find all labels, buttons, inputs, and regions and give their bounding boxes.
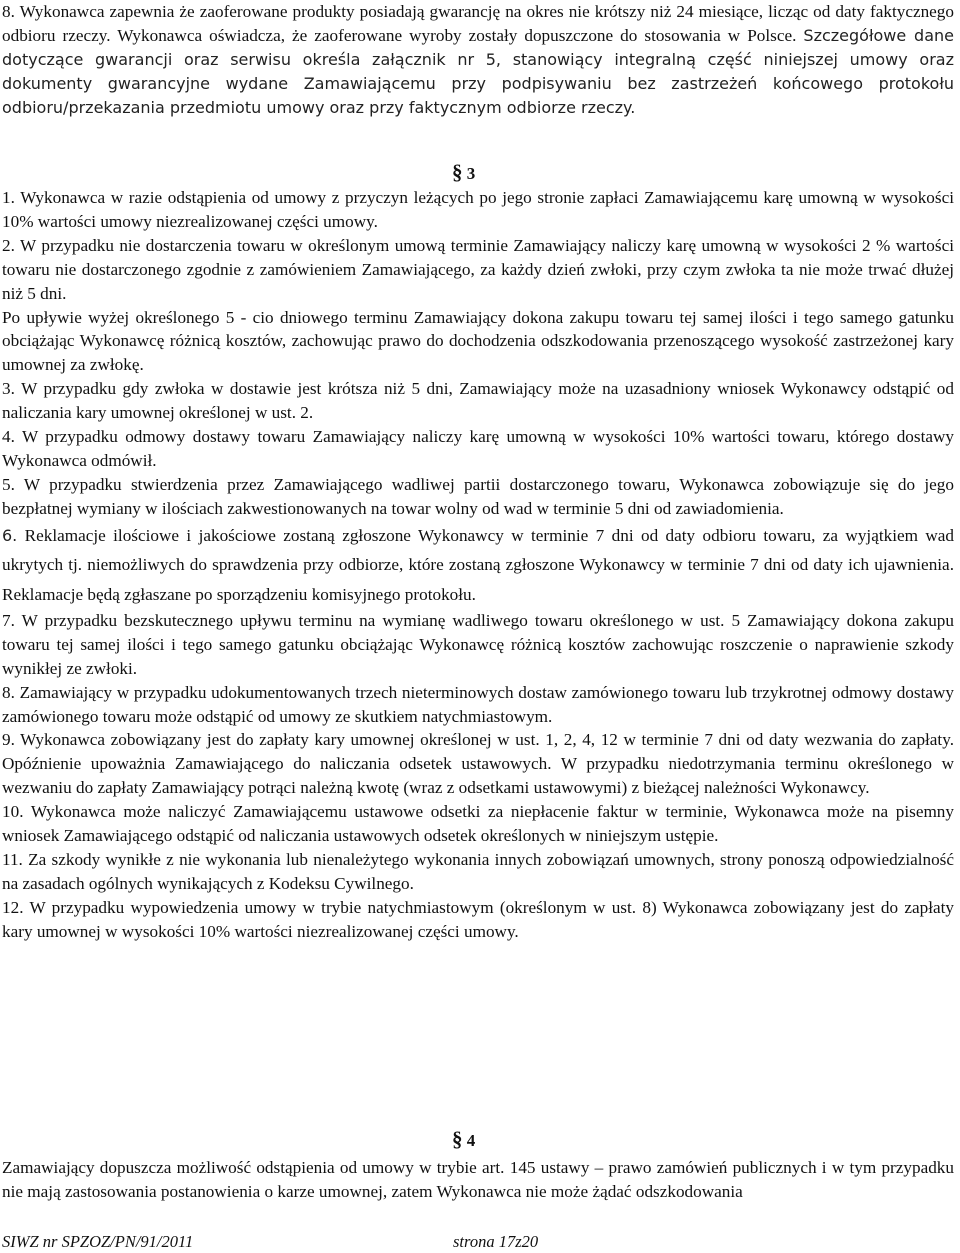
section-3-heading [452,161,475,186]
clause-3-6 [2,521,954,609]
page-number: strona 17z20 [453,1232,539,1251]
clause-3-11: 11. Za szkody wynikłe z nie wykonania lub nienależytego wykonania innych zobowiązań umownych, strony ponoszą odpowiedzialność na zasadach ogólnych wynikających z Kodeksu Cywilnego. [2,849,954,893]
paragraph-8-part-a: 8. Wykonawca zapewnia że zaoferowane produkty posiadają gwarancję na okres nie krótszy niż 24 miesiące, licząc od daty faktycznego odbioru rzeczy. Wykonawca oświadcza, że zaoferowane wyroby zostały dopuszczone do stosowania w Polsce. [2,2,954,45]
paragraph-8-part-b: Szczegółowe dane dotyczące gwarancji oraz serwisu określa załącznik nr 5, stanowiący integralną część niniejszej umowy oraz dokumenty gwarancyjne wydane Zamawiającemu przy podpisywaniu bez zastrzeżeń końcowego protokołu odbioru/przekazania przedmiotu umowy oraz przy faktycznym odbiorze rzeczy. [2,25,954,117]
clause-3-2: 2. W przypadku nie dostarczenia towaru w określonym umową terminie Zamawiający naliczy karę umowną w wysokości 2 % wartości towaru nie dostarczonego zgodnie z zamówieniem Zamawiającego, za każdy dzień zwłoki, przy czym zwłoka ta nie może trwać dłużej niż 5 dni. [2,235,954,303]
section-number: 3 [466,164,476,183]
clause-3-5: 5. W przypadku stwierdzenia przez Zamawiającego wadliwej partii dostarczonego towaru, Wykonawca zobowiązuje się do jego bezpłatnej wymiany w ilościach zakwestionowanych na towar wolny od wad w terminie 5 dni od zawiadomienia. [2,474,954,518]
document-reference: SIWZ nr SPZOZ/PN/91/2011 [2,1232,194,1251]
clause-3-12: 12. W przypadku wypowiedzenia umowy w trybie natychmiastowym (określonym w ust. 8) Wykonawca zobowiązany jest do zapłaty kary umownej w wysokości 10% wartości niezrealizowanej części umowy. [2,897,954,941]
clause-3-8: 8. Zamawiający w przypadku udokumentowanych trzech nieterminowych dostaw zamówionego towaru lub trzykrotnej odmowy dostawy zamówionego towaru może odstąpić od umowy ze skutkiem natychmiastowym. [2,682,954,726]
clause-3-4: 4. W przypadku odmowy dostawy towaru Zamawiający naliczy karę umowną w wysokości 10% wartości towaru, którego dostawy Wykonawca odmówił. [2,427,954,470]
section-4-body [2,1156,954,1204]
clause-3-7: 7. W przypadku bezskutecznego upływu terminu na wymianę wadliwego towaru określonego w ust. 5 Zamawiający dokona zakupu towaru tej samej ilości i tego samego gatunku obciążając Wykonawcę różnicą kosztów zachowując roszczenie o naprawienie szkody wynikłej ze zwłoki. [2,610,954,678]
clause-4-1: Zamawiający dopuszcza możliwość odstąpienia od umowy w trybie art. 145 ustawy – prawo zamówień publicznych i w tym przypadku nie mają zastosowania postanowienia o karze umownej, zatem Wykonawca nie może żądać odszkodowania [2,1158,954,1201]
section-number: 4 [466,1131,476,1150]
clause-3-6-text: Reklamacje ilościowe i jakościowe zostaną zgłoszone Wykonawcy w terminie 7 dni od daty odbioru towaru, za wyjątkiem wad ukrytych tj. niemożliwych do sprawdzenia przy odbiorze, które zostaną zgłoszone Wykonawcy w terminie 7 dni od daty ich ujawnienia. Reklamacje będą zgłaszane po sporządzeniu komisyjnego protokołu. [2,525,954,604]
section-3-body [2,186,954,944]
section-symbol: § [452,160,463,184]
clause-3-6-number: 6. [2,525,18,545]
paragraph-8 [2,0,954,120]
clause-3-2-continued: Po upływie wyżej określonego 5 - cio dniowego terminu Zamawiający dokona zakupu towaru tej samej ilości i tego samego gatunku obciążając Wykonawcę różnicą kosztów, zachowując prawo do dochodzenia odszkodowania przenoszącego wysokość zastrzeżonej kary umownej za zwłokę. [2,307,954,375]
section-4-heading [452,1128,475,1153]
clause-3-1: 1. Wykonawca w razie odstąpienia od umowy z przyczyn leżących po jego stronie zapłaci Zamawiającemu karę umowną w wysokości 10% wartości umowy niezrealizowanej części umowy. [2,188,954,231]
section-symbol: § [452,1127,463,1151]
clause-3-3: 3. W przypadku gdy zwłoka w dostawie jest krótsza niż 5 dni, Zamawiający może na uzasadniony wniosek Wykonawcy odstąpić od naliczania kary umownej określonej w ust. 2. [2,379,954,423]
clause-3-9: 9. Wykonawca zobowiązany jest do zapłaty kary umownej określonej w ust. 1, 2, 4, 12 w terminie 7 dni od daty wezwania do zapłaty. Opóźnienie upoważnia Zamawiającego do naliczania odsetek ustawowych. W przypadku niedotrzymania terminu określonego w wezwaniu do zapłaty Zamawiający potrąci należną kwotę (wraz z odsetkami ustawowymi) z bieżącej należności Wykonawcy. [2,730,954,798]
clause-3-10: 10. Wykonawca może naliczyć Zamawiającemu ustawowe odsetki za niepłacenie faktur w terminie, Wykonawca może na pisemny wniosek Zamawiającego odstąpić od naliczania ustawowych odsetek określonych w niniejszym ustępie. [2,802,954,846]
page-footer [2,1232,539,1252]
